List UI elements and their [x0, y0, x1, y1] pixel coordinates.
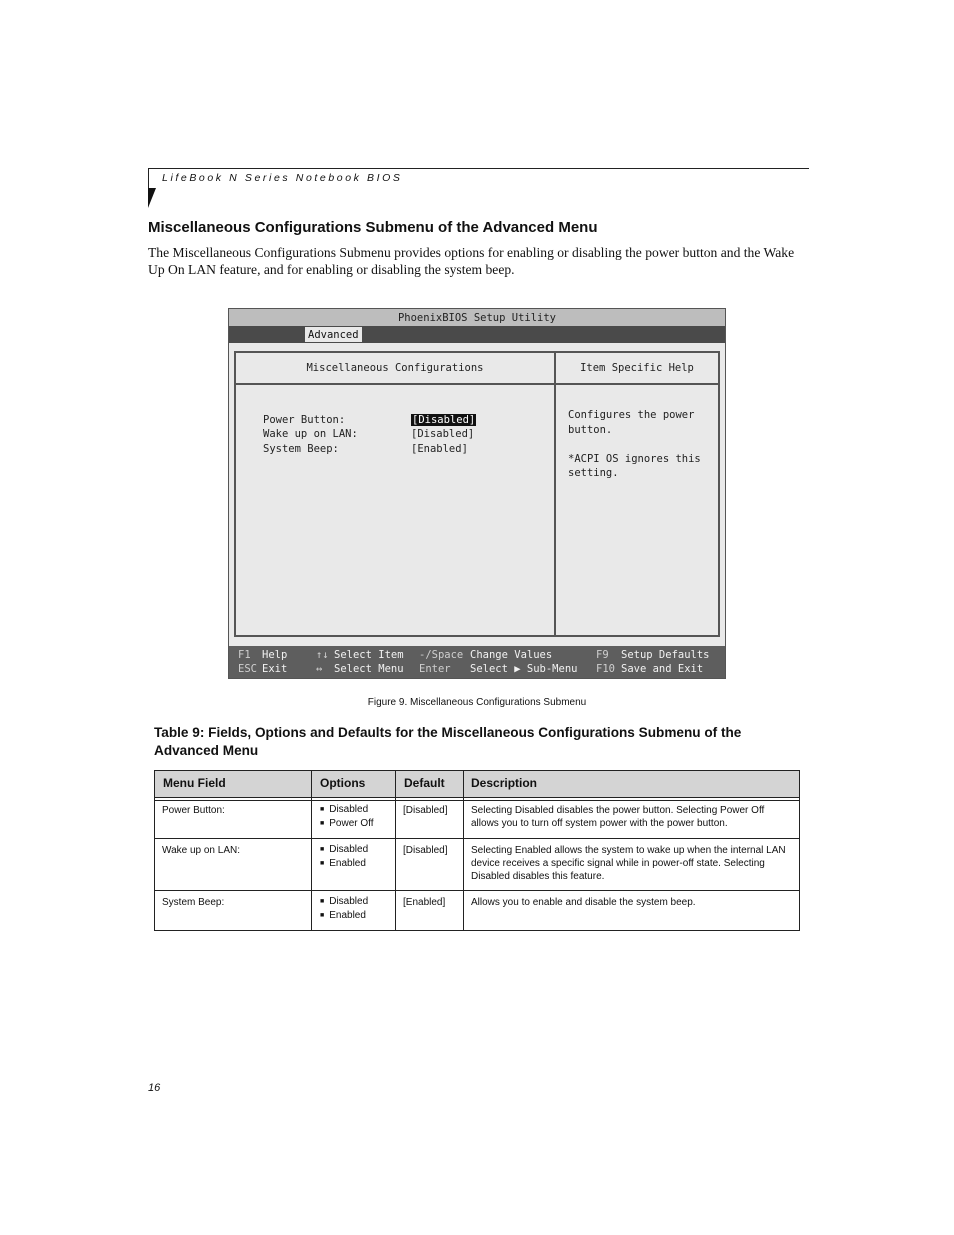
- table-row-3-default: [Enabled]: [403, 897, 446, 908]
- header-double-rule: [155, 800, 799, 801]
- field-power-button-value[interactable]: [Disabled]: [412, 414, 476, 426]
- field-wake-on-lan-label: Wake up on LAN:: [263, 428, 358, 440]
- table-row-1-description: Selecting Disabled disables the power button. Selecting Power Off allows you to turn off system power with the power button.: [471, 805, 765, 829]
- field-system-beep-value[interactable]: [Enabled]: [411, 443, 468, 455]
- bios-screen: [228, 308, 726, 679]
- field-power-button-label: Power Button:: [263, 414, 346, 426]
- bios-menu-bar: [229, 326, 725, 343]
- table-row-3-option-1: ■ Disabled: [320, 895, 368, 910]
- table-row-3-description: Allows you to enable and disable the system beep.: [471, 897, 696, 908]
- col-divider: [311, 771, 312, 930]
- bios-title-bar: PhoenixBIOS Setup Utility: [229, 309, 725, 326]
- table-row-2-field: Wake up on LAN:: [162, 845, 241, 856]
- section-title: Miscellaneous Configurations Submenu of the Advanced Menu: [148, 219, 598, 236]
- bios-tab-advanced[interactable]: Advanced: [305, 327, 362, 342]
- field-wake-on-lan-value[interactable]: [Disabled]: [411, 428, 475, 440]
- key-up-down: ↑↓: [316, 649, 329, 661]
- key-left-right-label: Select Menu: [334, 663, 404, 675]
- table-header: [155, 771, 799, 798]
- key-f9-label: Setup Defaults: [621, 649, 710, 661]
- header-rule: [148, 168, 809, 169]
- table-row-3-option-2: ■ Enabled: [320, 909, 366, 924]
- main-pane-heading: Miscellaneous Configurations: [236, 353, 554, 385]
- key-f10: F10: [596, 663, 615, 675]
- header-vertical-rule: [148, 168, 149, 188]
- figure-caption: Figure 9. Miscellaneous Configurations Submenu: [367, 697, 587, 708]
- key-enter-label: Select ▶ Sub-Menu: [470, 663, 578, 675]
- key-f1: F1: [238, 649, 251, 661]
- col-description: Description: [471, 776, 538, 790]
- key-f9: F9: [596, 649, 609, 661]
- key-esc-label: Exit: [262, 663, 288, 675]
- field-system-beep-label: System Beep:: [263, 443, 339, 455]
- key-f10-label: Save and Exit: [621, 663, 704, 675]
- table-row-2-option-1: ■ Disabled: [320, 843, 368, 858]
- bios-key-legend: [229, 646, 725, 678]
- key-f1-label: Help: [262, 649, 288, 661]
- table-row-2-option-2: ■ Enabled: [320, 857, 366, 872]
- key-up-down-label: Select Item: [334, 649, 404, 661]
- table-row-1-option-2: ■ Power Off: [320, 817, 374, 832]
- help-pane-heading: Item Specific Help: [556, 353, 718, 385]
- table-row-1-field: Power Button:: [162, 805, 225, 816]
- key-enter: Enter: [419, 663, 451, 675]
- col-divider: [463, 771, 464, 930]
- header-wedge: [148, 188, 156, 208]
- row-divider: [155, 890, 799, 891]
- col-options: Options: [320, 776, 366, 790]
- key-left-right: ↔: [316, 663, 323, 675]
- bios-help-pane: [556, 351, 720, 637]
- section-body: The Miscellaneous Configurations Submenu provides options for enabling or disabling the power button and the Wake Up On LAN feature, and for enabling or disabling the system beep.: [148, 245, 795, 277]
- row-divider: [155, 838, 799, 839]
- table-row-2-description: Selecting Enabled allows the system to wake up when the internal LAN device receives a specific signal while in power-off state. Selecting Disabled disables this feature.: [471, 845, 786, 882]
- options-table: [154, 770, 800, 931]
- bios-main-pane: [234, 351, 556, 637]
- running-header: LifeBook N Series Notebook BIOS: [162, 172, 403, 184]
- key-space: -/Space: [419, 649, 464, 661]
- table-title: Table 9: Fields, Options and Defaults for the Miscellaneous Configurations Submenu of the Advanced Menu: [154, 725, 742, 758]
- key-space-label: Change Values: [470, 649, 553, 661]
- col-menu-field: Menu Field: [163, 776, 226, 790]
- table-row-1-default: [Disabled]: [403, 805, 448, 816]
- key-esc: ESC: [238, 663, 257, 675]
- page-number: 16: [148, 1082, 161, 1094]
- col-divider: [395, 771, 396, 930]
- table-row-3-field: System Beep:: [162, 897, 225, 908]
- help-text: Configures the power button. *ACPI OS ignores this setting.: [568, 409, 701, 480]
- col-default: Default: [404, 776, 445, 790]
- table-row-2-default: [Disabled]: [403, 845, 448, 856]
- table-row-1-option-1: ■ Disabled: [320, 803, 368, 818]
